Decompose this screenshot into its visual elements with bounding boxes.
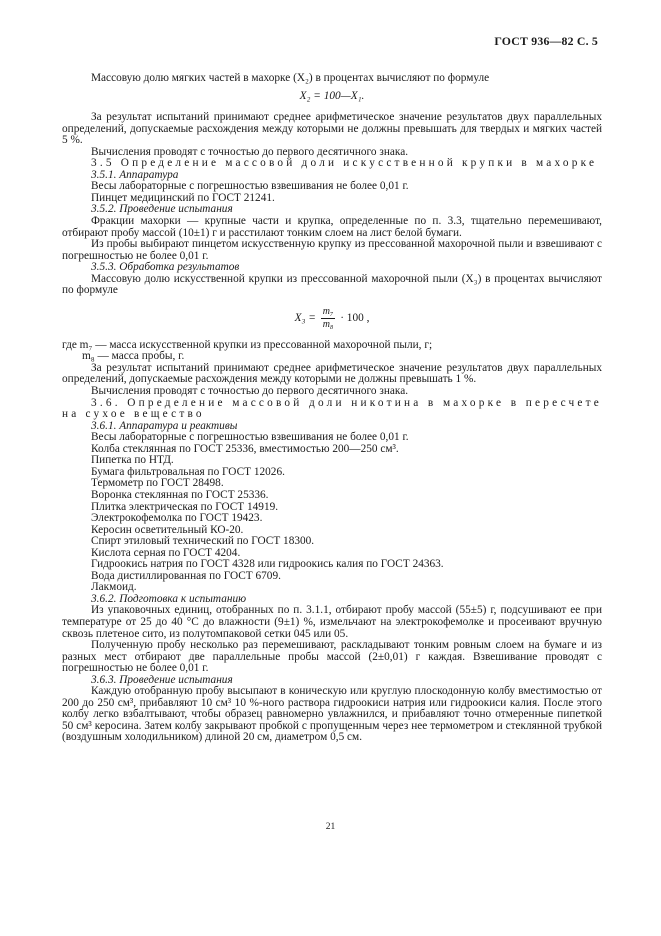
list-item: Плитка электрическая по ГОСТ 14919. — [91, 500, 279, 513]
where-m7: где m₇ — масса искусственной крупки из прессованной махорочной пыли, г; — [62, 338, 433, 351]
page-number: 21 — [325, 822, 336, 832]
list-item: Электрокофемолка по ГОСТ 19423. — [91, 512, 263, 525]
page-header: ГОСТ 936—82 С. 5 — [494, 34, 598, 48]
paragraph-precision-1: Вычисления проводят с точностью до первого десятичного знака. — [91, 145, 409, 158]
subsection-heading-3-5-2: 3.5.2. Проведение испытания — [91, 203, 233, 216]
document-body — [62, 28, 602, 744]
formula-x3-denominator: m₈ — [322, 318, 334, 330]
list-item: Пипетка по НТД. — [91, 454, 174, 467]
list-item: Керосин осветительный КО-20. — [91, 523, 244, 536]
subsection-heading-3-6-2: 3.6.2. Подготовка к испытанию — [91, 592, 247, 605]
subsection-heading-3-6-1: 3.6.1. Аппаратура и реактивы — [91, 419, 238, 432]
section-heading-3-6: 3.6. Определение массовой доли никотина в махорке в пересчете на сухое вещество — [62, 396, 602, 421]
paragraph-sample-prep: Из упаковочных единиц, отобранных по п. 3.1.1, отбирают пробу массой (55±5) г, подсушивают ее при температуре от 25 до 40 °С до влажности (9±1) %, измельчают на электрокофемолке и просеивают вручную сквозь плетеное сито, из полутомпаковой сетки 045 или 05. — [62, 604, 602, 640]
paragraph-pick-sample: Из пробы выбирают пинцетом искусственную крупку из прессованной махорочной пыли и взвешивают с погрешностью не более 0,01 г. — [62, 238, 602, 262]
equipment-list — [62, 432, 602, 594]
list-item: Бумага фильтровальная по ГОСТ 12026. — [91, 465, 285, 478]
formula-x3-lhs: X₃ = — [294, 311, 316, 324]
formula-x3-rhs: · 100 , — [340, 311, 370, 324]
paragraph-test-procedure: Каждую отобранную пробу высыпают в коническую или круглую плоскодонную колбу вместимостью от 200 до 250 см³, прибавляют 10 см³ 10 %-ного раствора гидроокиси натрия или гидроокиси калия. После этого колбу легко взбалтывают, чтобы образец равномерно увлажнился, и прибавляют точно отмеренные пипеткой 50 см³ керосина. Затем колбу закрывают пробкой с пропущенным через нее термометром и стеклянной трубкой (воздушным холодильником) длиной 20 см, диаметром 0,5 см. — [62, 685, 602, 744]
paragraph-result-1: За результат испытаний принимают среднее арифметическое значение результатов двух параллельных определений, допускаемые расхождения между которыми не должны превышать для твердых и мягких частей 5 %. — [62, 111, 602, 147]
paragraph-tweezers: Пинцет медицинский по ГОСТ 21241. — [91, 191, 275, 204]
formula-x2: X₂ = 100—X₁. — [299, 89, 365, 102]
paragraph-fractions: Фракции махорки — крупные части и крупка, определенные по п. 3.3, тщательно перемешивают, отбирают пробу массой (10±1) г и расстилают тонким слоем на лист белой бумаги. — [62, 215, 602, 239]
paragraph-result-2: За результат испытаний принимают среднее арифметическое значение результатов двух параллельных определений, допускаемые расхождения между которыми не должны превышать 1 %. — [62, 361, 602, 386]
list-item: Спирт этиловый технический по ГОСТ 18300. — [91, 535, 315, 548]
subsection-heading-3-5-3: 3.5.3. Обработка результатов — [91, 261, 240, 274]
paragraph-mass-fraction-x3: Массовую долю искусственной крупки из прессованной махорочной пыли (X₃) в процентах вычисляют по формуле — [62, 272, 602, 297]
paragraph-scales: Весы лабораторные с погрешностью взвешивания не более 0,01 г. — [91, 180, 409, 193]
paragraph-sample-mix: Полученную пробу несколько раз перемешивают, раскладывают тонким ровным слоем на бумаге и из разных мест отбирают две параллельные пробы массой (2±0,01) г каждая. Взвешивание проводят с погрешностью не более 0,01 г. — [62, 639, 602, 675]
section-heading-3-5: 3.5 Определение массовой доли искусственной крупки в махорке — [91, 157, 598, 170]
formula-x3-fraction — [321, 307, 336, 330]
list-item: Весы лабораторные с погрешностью взвешивания не более 0,01 г. — [91, 431, 409, 444]
formula-x3-numerator: m₇ — [322, 305, 334, 317]
paragraph-precision-2: Вычисления проводят с точностью до первого десятичного знака. — [91, 385, 409, 398]
where-m8: m₈ — масса пробы, г. — [82, 350, 185, 363]
subsection-heading-3-6-3: 3.6.3. Проведение испытания — [91, 673, 233, 686]
list-item: Кислота серная по ГОСТ 4204. — [91, 546, 241, 559]
list-item: Воронка стеклянная по ГОСТ 25336. — [91, 488, 269, 501]
list-item: Вода дистиллированная по ГОСТ 6709. — [91, 569, 281, 582]
list-item: Лакмоид. — [91, 581, 137, 594]
subsection-heading-3-5-1: 3.5.1. Аппаратура — [91, 168, 179, 181]
list-item: Колба стеклянная по ГОСТ 25336, вместимостью 200—250 см³. — [91, 442, 399, 455]
list-item: Гидроокись натрия по ГОСТ 4328 или гидроокись калия по ГОСТ 24363. — [91, 558, 444, 571]
list-item: Термометр по ГОСТ 28498. — [91, 477, 224, 490]
paragraph-soft-parts-intro: Массовую долю мягких частей в махорке (X₂) в процентах вычисляют по формуле — [91, 72, 490, 84]
formula-x3 — [62, 307, 602, 330]
